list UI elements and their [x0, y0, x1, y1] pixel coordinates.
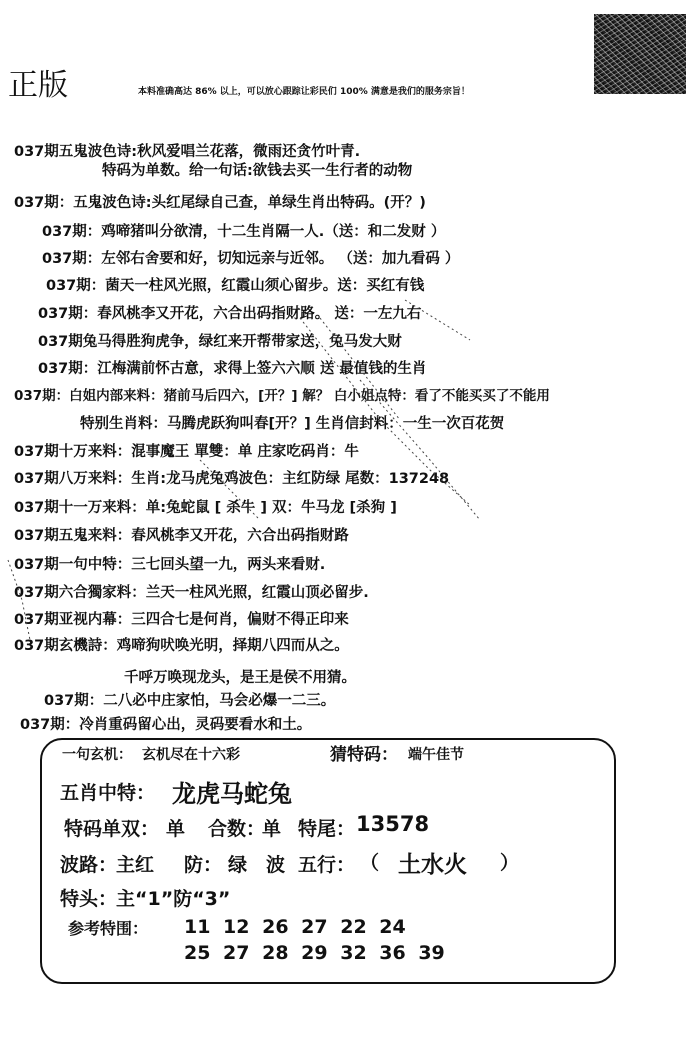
- text-line: 037期：二八必中庄家怕，马会必爆一二三。: [44, 693, 336, 709]
- five-value: 龙虎马蛇兔: [172, 780, 292, 808]
- tail-label: 特尾：: [298, 818, 356, 840]
- ref-row-2: 25 27 28 29 32 36 39: [184, 942, 445, 964]
- text-line: 037期：冷肖重码留心出，灵码要看水和土。: [20, 717, 312, 733]
- riddle-label: 一句玄机：: [62, 747, 132, 763]
- text-line: 037期六合獨家料：兰天一柱风光照，红霞山顶必留步.: [14, 585, 369, 601]
- riddle-value: 玄机尽在十六彩: [142, 747, 240, 763]
- scan-noise-patch: [594, 14, 686, 94]
- elem-value: 土水火: [398, 852, 467, 878]
- wave2-label: 波: [266, 854, 286, 876]
- guess-label: 猜特码：: [330, 745, 398, 765]
- wave-label: 波路：: [60, 854, 118, 876]
- text-line: 037期：白姐内部来料：猪前马后四六，[开？] 解？ 白小姐点特：看了不能买买了不能用: [14, 388, 550, 404]
- head-label: 特头：: [60, 888, 118, 910]
- text-line: 037期一句中特：三七回头望一九，两头来看财.: [14, 557, 326, 573]
- five-label: 五肖中特：: [60, 782, 156, 804]
- text-line: 037期：鸡啼猪叫分欲清，十二生肖隔一人.（送：和二发财 ）: [42, 224, 446, 240]
- text-line: 037期亚视内幕：三四合七是何肖，偏财不得正印来: [14, 612, 349, 628]
- text-line: 037期：春风桃李又开花，六合出码指财路。 送：一左九右: [38, 306, 422, 322]
- elem-label: 五行：: [298, 854, 356, 876]
- text-line: 千呼万唤现龙头，是王是侯不用猜。: [124, 670, 356, 686]
- page-title: 正版: [8, 68, 68, 103]
- text-line: 037期：菌天一柱风光照，红霞山须心留步。送：买红有钱: [46, 278, 425, 294]
- guard-label: 防：: [184, 854, 223, 876]
- text-line: 037期玄機詩：鸡啼狗吠唤光明，择期八四而从之。: [14, 638, 349, 654]
- elem-close: ）: [500, 852, 520, 874]
- guess-value: 端午佳节: [408, 747, 464, 763]
- sum-label: 合数：: [208, 818, 266, 840]
- tail-value: 13578: [356, 812, 430, 836]
- text-line: 037期五鬼来料：春风桃李又开花，六合出码指财路: [14, 528, 349, 544]
- odd-label: 特码单双：: [64, 818, 160, 840]
- wave-value: 主红: [116, 854, 155, 876]
- text-line: 037期：江梅满前怀古意，求得上签六六顺 送 最值钱的生肖: [38, 361, 427, 377]
- odd-value: 单: [166, 818, 186, 840]
- text-line: 037期十一万来料：单:兔蛇鼠 [ 杀牛 ] 双：牛马龙 [杀狗 ]: [14, 500, 397, 516]
- text-line: 037期：五鬼波色诗:头红尾绿自己查，单绿生肖出特码。(开？): [14, 195, 426, 211]
- ref-label: 参考特围：: [68, 919, 149, 938]
- ref-row-1: 11 12 26 27 22 24: [184, 916, 406, 938]
- text-line: 特别生肖料：马腾虎跃狗叫春[开？] 生肖信封料：一生一次百花贺: [80, 416, 505, 432]
- text-line: 037期五鬼波色诗:秋风爱唱兰花落，微雨还贪竹叶青.: [14, 144, 361, 160]
- elem-open: （: [360, 852, 380, 874]
- text-line: 037期十万来料：混事魔王 單雙：单 庄家吃码肖：牛: [14, 444, 359, 460]
- head-value: 主“1”防“3”: [116, 888, 231, 910]
- text-line: 特码为单数。给一句话:欲钱去买一生行者的动物: [102, 163, 413, 179]
- guard-value: 绿: [228, 854, 248, 876]
- tagline: 本料准确高达 86% 以上，可以放心跟踪让彩民们 100% 满意是我们的服务宗旨！: [138, 87, 470, 97]
- text-line: 037期兔马得胜狗虎争，绿红来开帮带家送，兔马发大财: [38, 334, 402, 350]
- text-line: 037期：左邻右舍要和好，切知远亲与近邻。 （送：加九看码 ）: [42, 251, 460, 267]
- sum-value: 单: [262, 818, 282, 840]
- text-line: 037期八万来料：生肖:龙马虎兔鸡波色：主红防绿 尾数：137248: [14, 471, 450, 487]
